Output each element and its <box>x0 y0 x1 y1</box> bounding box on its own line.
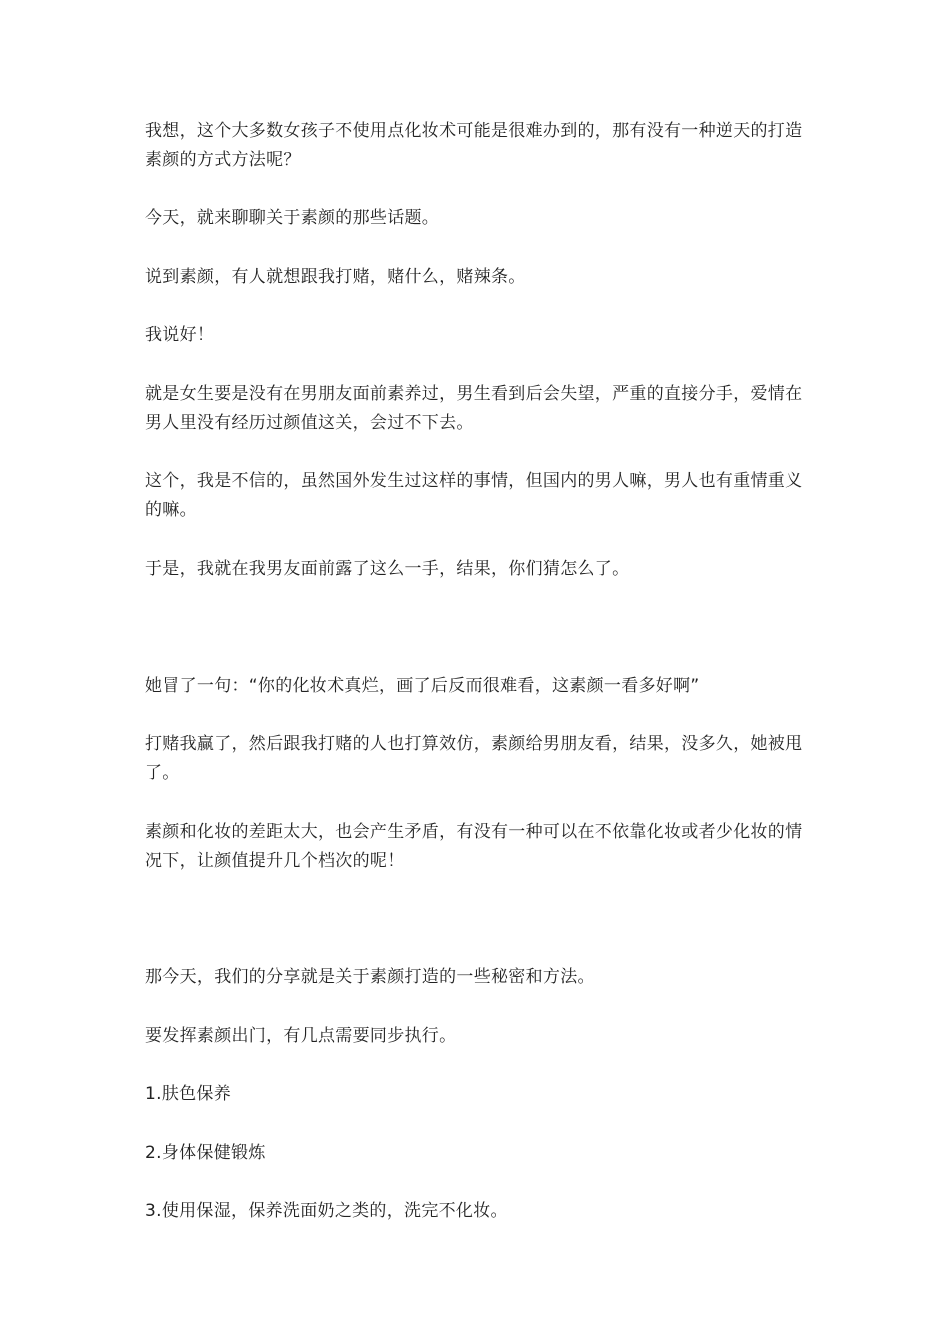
list-item-moisturize: 3.使用保湿，保养洗面奶之类的，洗完不化妆。 <box>145 1201 508 1221</box>
paragraph-bet-terms: 就是女生要是没有在男朋友面前素养过，男生看到后会失望，严重的直接分手，爱情在男人里没有经历过颜值这关，会过不下去。 <box>145 384 803 433</box>
paragraph-test: 于是，我就在我男友面前露了这么一手，结果，你们猜怎么了。 <box>145 559 630 579</box>
paragraph-agree: 我说好！ <box>145 325 215 345</box>
list-item-skin-care: 1.肤色保养 <box>145 1084 232 1104</box>
paragraph-contrast: 素颜和化妆的差距太大，也会产生矛盾，有没有一种可以在不依靠化妆或者少化妆的情况下，让颜值提升几个档次的呢！ <box>145 822 803 871</box>
paragraph-bet: 说到素颜，有人就想跟我打赌，赌什么，赌辣条。 <box>145 267 526 287</box>
paragraph-intro: 我想，这个大多数女孩子不使用点化妆术可能是很难办到的，那有没有一种逆天的打造素颜的方式方法呢？ <box>145 121 803 170</box>
list-item-exercise: 2.身体保健锻炼 <box>145 1143 266 1163</box>
paragraph-result: 打赌我赢了，然后跟我打赌的人也打算效仿，素颜给男朋友看，结果，没多久，她被甩了。 <box>145 734 803 783</box>
paragraph-steps-intro: 要发挥素颜出门，有几点需要同步执行。 <box>145 1026 457 1046</box>
paragraph-topic: 今天，就来聊聊关于素颜的那些话题。 <box>145 208 440 228</box>
paragraph-disbelief: 这个，我是不信的，虽然国外发生过这样的事情，但国内的男人嘛，男人也有重情重义的嘛。 <box>145 471 803 520</box>
paragraph-quote: 她冒了一句：“你的化妆术真烂，画了后反而很难看，这素颜一看多好啊” <box>145 676 700 696</box>
paragraph-sharing: 那今天，我们的分享就是关于素颜打造的一些秘密和方法。 <box>145 967 595 987</box>
